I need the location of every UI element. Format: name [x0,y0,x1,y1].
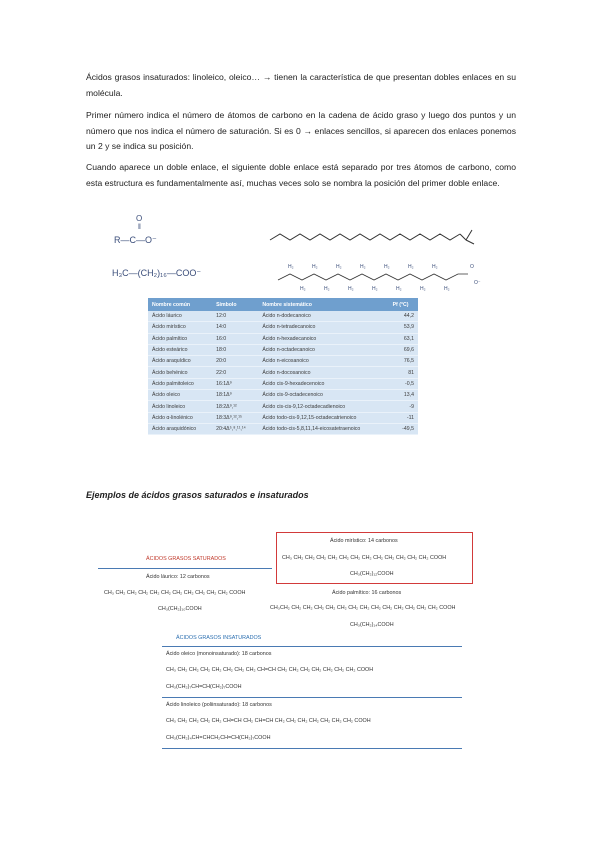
svg-text:H₂: H₂ [420,286,426,292]
oleic-formula: CH₃ CH₂ CH₂ CH₂ CH₂ CH₂ CH₂ CH₂ CH=CH CH₂ CH₂ CH₂ CH₂ CH₂ CH₂ CH₂ COOH [166,667,374,673]
cell: Ácido n-dodecanoico [258,311,388,322]
svg-text:H₂: H₂ [408,264,414,270]
cell: Ácido mirístico [148,322,212,333]
cell: Ácido oleico [148,390,212,401]
cell: -9 [389,401,418,412]
table-row [148,412,418,423]
cell: Ácido cis-9-octadecenoico [258,390,388,401]
cell: 13,4 [389,390,418,401]
cell: Ácido cis-cis-9,12-octadecadienoico [258,401,388,412]
lauric-name: Ácido láurico: 12 carbonos [146,574,210,580]
cell: 12:0 [212,311,258,322]
cell: Ácido todo-cis-5,8,11,14-eicosatetraenoico [258,423,388,434]
linoleic-formula: CH₃ CH₂ CH₂ CH₂ CH₂ CH=CH CH₂ CH=CH CH₂ CH₂ CH₂ CH₂ CH₂ CH₂ CH₂ COOH [166,718,371,724]
linoleic-condensed: CH₃(CH₂)₄CH=CHCH₂CH=CH(CH₂)₇COOH [166,735,271,741]
cell: 14:0 [212,322,258,333]
svg-text:H₂: H₂ [312,264,318,270]
fatty-acid-table [148,298,418,435]
svg-text:H₂: H₂ [336,264,342,270]
cell: -0,5 [389,378,418,389]
cell: 18:2Δ⁹,¹² [212,401,258,412]
cell: 44,2 [389,311,418,322]
cell: 22:0 [212,367,258,378]
saturated-heading: ÁCIDOS GRASOS SATURADOS [146,556,226,562]
cell: -11 [389,412,418,423]
cell: Ácido linoleico [148,401,212,412]
cell: 18:0 [212,344,258,355]
divider [162,646,462,647]
cell: 63,1 [389,333,418,344]
cell: Ácido α-linolénico [148,412,212,423]
lauric-formula: CH₃ CH₂ CH₂ CH₂ CH₂ CH₂ CH₂ CH₂ CH₂ CH₂ CH₂ COOH [104,590,246,596]
linoleic-name: Ácido linoleico (poliinsaturado): 18 carbonos [166,702,272,708]
palmitic-condensed: CH₃(CH₂)₁₄COOH [350,622,394,628]
svg-text:H₂: H₂ [432,264,438,270]
zigzag-chain [270,234,460,240]
header-systematic-name: Nombre sistemático [258,298,388,311]
table-row [148,333,418,344]
examples-heading: Ejemplos de ácidos grasos saturados e insaturados [86,490,309,500]
cell: Ácido palmitoleico [148,378,212,389]
svg-text:H₂: H₂ [372,286,378,292]
carboxylate-group [460,230,474,244]
svg-text:O⁻: O⁻ [474,280,481,286]
cell: Ácido araquidónico [148,423,212,434]
table-row [148,322,418,333]
palmitic-formula: CH₃CH₂ CH₂ CH₂ CH₂ CH₂ CH₂ CH₂ CH₂ CH₂ CH₂ CH₂ CH₂ CH₂ CH₂ COOH [270,605,456,611]
carbonyl-oxygen: O [136,214,143,223]
divider [98,568,272,569]
cell: Ácido n-eicosanoico [258,356,388,367]
paragraph-unsaturated: Ácidos grasos insaturados: linoleico, oleico… → tienen la característica de que presentan dobles enlaces en su molécula. [86,72,516,98]
svg-text:H₂: H₂ [300,286,306,292]
svg-text:H₂: H₂ [288,264,294,270]
cell: Ácido esteárico [148,344,212,355]
palmitic-name: Ácido palmítico: 16 carbonos [332,590,402,596]
header-common-name: Nombre común [148,298,212,311]
cell: 20:0 [212,356,258,367]
myristic-condensed: CH₃(CH₂)₁₂COOH [350,571,394,577]
table-row [148,378,418,389]
svg-text:H₂: H₂ [396,286,402,292]
svg-text:H₂: H₂ [324,286,330,292]
labeled-chain [278,274,468,280]
myristic-name: Ácido mirístico: 14 carbonos [330,538,398,544]
svg-text:O: O [470,264,474,270]
divider [162,748,462,749]
stearate-formula: H₃C—(CH₂)₁₆—COO⁻ [112,268,202,278]
table-header-row [148,298,418,311]
lauric-condensed: CH₃(CH₂)₁₀COOH [158,606,202,612]
cell: Ácido n-tetradecanoico [258,322,388,333]
svg-text:H₂: H₂ [360,264,366,270]
cell: 20:4Δ⁵,⁸,¹¹,¹⁴ [212,423,258,434]
table-row [148,423,418,434]
cell: Ácido láurico [148,311,212,322]
table-row [148,401,418,412]
cell: 53,9 [389,322,418,333]
cell: 18:1Δ⁹ [212,390,258,401]
table-row [148,390,418,401]
svg-text:H₂: H₂ [348,286,354,292]
fatty-acid-chain-diagram [262,222,498,294]
cell: 16:0 [212,333,258,344]
cell: Ácido n-docosanoico [258,367,388,378]
unsaturated-heading: ÁCIDOS GRASOS INSATURADOS [176,635,262,641]
table-row [148,344,418,355]
svg-text:H₂: H₂ [384,264,390,270]
cell: Ácido palmítico [148,333,212,344]
table-row [148,356,418,367]
carboxylate-formula: R—C—O⁻ [114,235,157,245]
cell: Ácido n-octadecanoico [258,344,388,355]
cell: Ácido todo-cis-9,12,15-octadecatrienoico [258,412,388,423]
myristic-formula: CH₃ CH₂ CH₂ CH₂ CH₂ CH₂ CH₂ CH₂ CH₂ CH₂ CH₂ CH₂ CH₂ COOH [282,555,447,561]
cell: 69,6 [389,344,418,355]
table-row [148,311,418,322]
cell: Ácido cis-9-hexadecenoico [258,378,388,389]
table-row [148,367,418,378]
cell: 81 [389,367,418,378]
cell: 76,5 [389,356,418,367]
cell: Ácido n-hexadecanoico [258,333,388,344]
cell: 16:1Δ⁹ [212,378,258,389]
oleic-name: Ácido oleico (monoinsaturado): 18 carbonos [166,651,272,657]
divider [162,697,462,698]
oleic-condensed: CH₃(CH₂)₇CH=CH(CH₂)₇COOH [166,684,242,690]
cell: Ácido araquídico [148,356,212,367]
cell: 18:3Δ⁹,¹²,¹⁵ [212,412,258,423]
header-symbol: Símbolo [212,298,258,311]
double-bond-mark: ‖ [138,224,141,231]
cell: Ácido behénico [148,367,212,378]
cell: -49,5 [389,423,418,434]
header-melting-point: Pf (°C) [389,298,418,311]
svg-text:H₂: H₂ [444,286,450,292]
paragraph-double-bond: Cuando aparece un doble enlace, el siguiente doble enlace está separado por tres átomos de carbono, como esta estructura es fundamentalmente así, muchas veces solo se nombra la posición del primer doble enlace. [86,162,516,188]
paragraph-notation: Primer número indica el número de átomos de carbono en la cadena de ácido graso y luego dos puntos y un número que nos indica el número de saturación. Si es 0 → enlaces sencillos, si aparecen dos enlaces ponemos un 2 y se indica su posición. [86,110,516,151]
